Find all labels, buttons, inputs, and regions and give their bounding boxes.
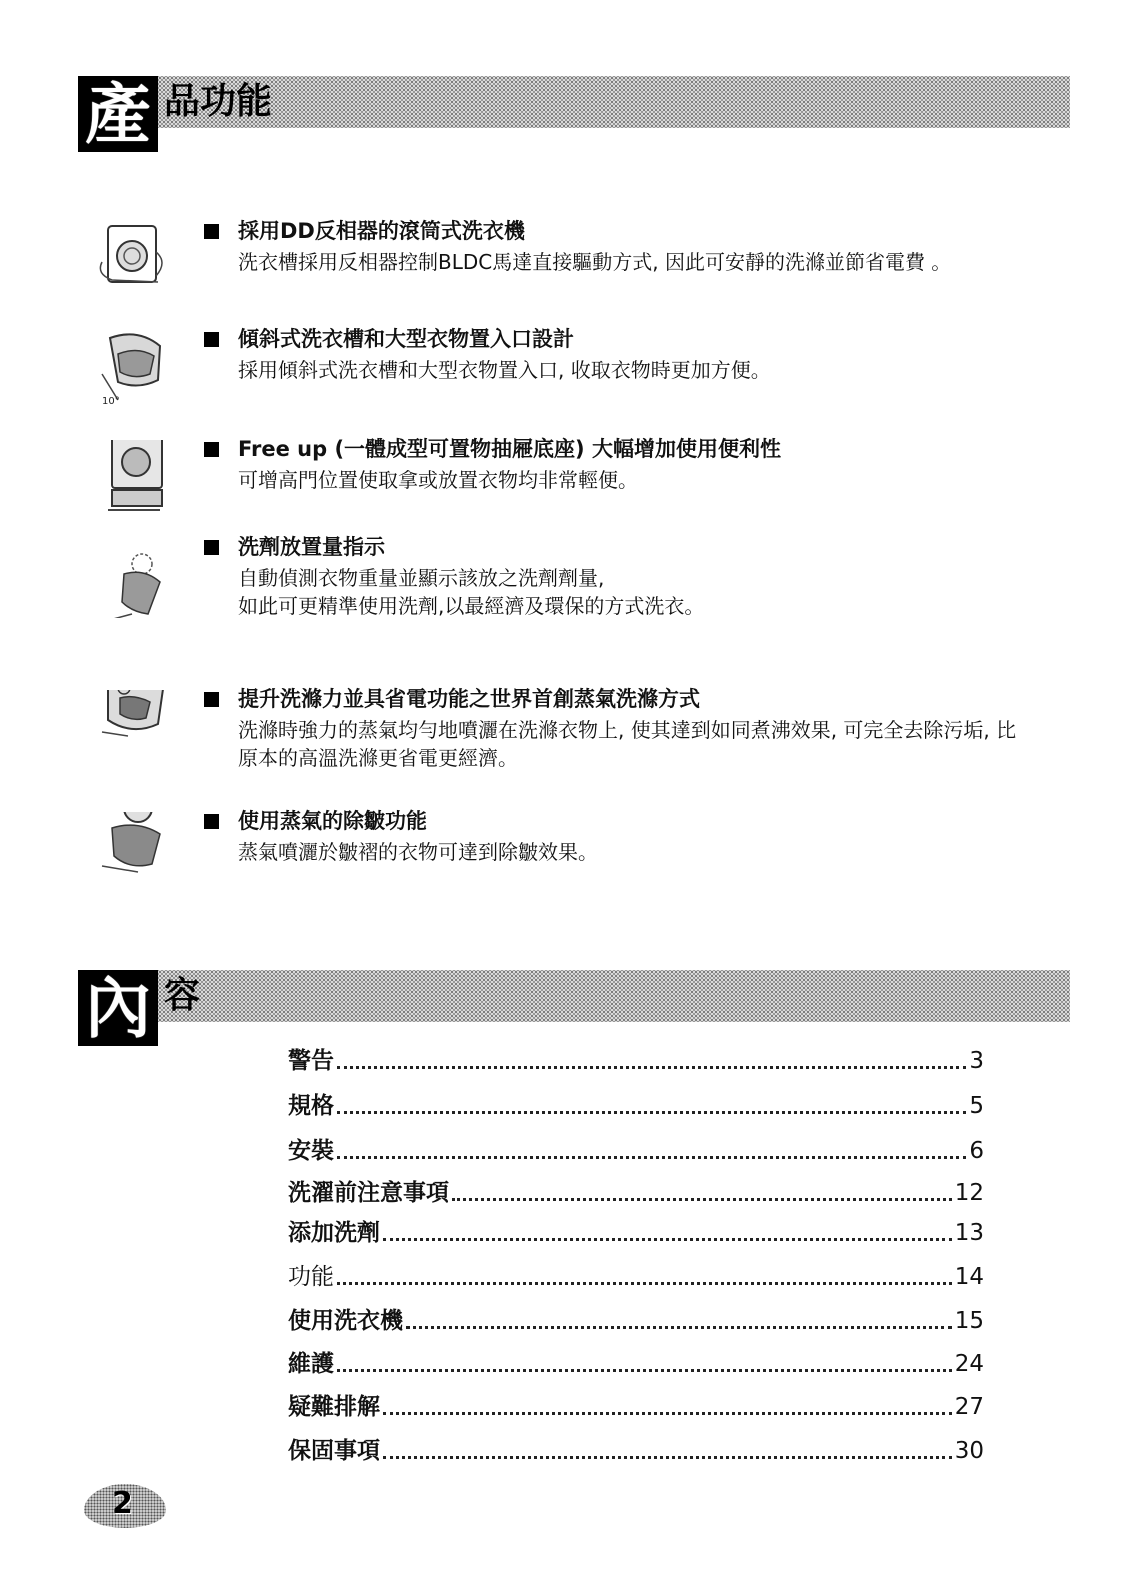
toc-page-number: 6 [969, 1138, 984, 1164]
toc-leader-dots [406, 1326, 952, 1329]
toc-entry[interactable] [288, 1176, 984, 1208]
features-section-header [78, 76, 1070, 236]
toc-entry[interactable] [288, 1216, 984, 1248]
header-pattern-band [78, 970, 1070, 1022]
detergent-dosing-icon [98, 538, 174, 618]
feature-title: 傾斜式洗衣槽和大型衣物置入口設計 [238, 327, 574, 351]
toc-entry[interactable] [288, 1260, 984, 1292]
toc-label: 使用洗衣機 [288, 1308, 403, 1334]
toc-page-number: 13 [954, 1220, 984, 1246]
feature-title: 使用蒸氣的除皺功能 [238, 809, 427, 833]
toc-leader-dots [337, 1066, 966, 1069]
toc-leader-dots [452, 1198, 952, 1201]
bullet-square [204, 332, 219, 347]
toc-entry[interactable] [288, 1390, 984, 1422]
toc-leader-dots [383, 1238, 952, 1241]
toc-label: 安裝 [288, 1138, 334, 1164]
toc-page-number: 14 [954, 1264, 984, 1290]
section-title-initial: 內 [78, 970, 158, 1046]
section-title-rest: 品功能 [164, 81, 273, 122]
bullet-square [204, 540, 219, 555]
page-number-badge [84, 1484, 166, 1528]
feature-title: Free up (一體成型可置物抽屜底座) 大幅增加使用便利性 [238, 437, 781, 461]
toc-page-number: 24 [954, 1351, 984, 1377]
feature-description: 洗滌時強力的蒸氣均勻地噴灑在洗滌衣物上, 使其達到如同煮沸效果, 可完全去除污垢, 比原本的高溫洗滌更省電更經濟。 [238, 718, 1017, 770]
feature-description: 採用傾斜式洗衣槽和大型衣物置入口, 收取衣物時更加方便。 [238, 358, 771, 382]
feature-title: 洗劑放置量指示 [238, 535, 385, 559]
washer-with-drawer-icon [98, 440, 174, 520]
toc-label: 維護 [288, 1351, 334, 1377]
toc-label: 洗濯前注意事項 [288, 1180, 449, 1206]
feature-description: 可增高門位置使取拿或放置衣物均非常輕便。 [238, 468, 638, 492]
toc-entry[interactable] [288, 1044, 984, 1076]
toc-label: 警告 [288, 1048, 334, 1074]
page-number: 2 [112, 1486, 133, 1521]
toc-leader-dots [337, 1111, 966, 1114]
toc-entry[interactable] [288, 1134, 984, 1166]
bullet-square [204, 224, 219, 239]
toc-label: 保固事項 [288, 1438, 380, 1464]
toc-leader-dots [383, 1456, 952, 1459]
toc-page-number: 15 [954, 1308, 984, 1334]
feature-description: 蒸氣噴灑於皺褶的衣物可達到除皺效果。 [238, 840, 598, 864]
toc-leader-dots [383, 1412, 952, 1415]
toc-entry[interactable] [288, 1304, 984, 1336]
steam-dewrinkle-icon [98, 812, 174, 892]
feature-description: 自動偵測衣物重量並顯示該放之洗劑劑量, 如此可更精準使用洗劑,以最經濟及環保的方式洗衣。 [238, 566, 705, 618]
front-loader-washer-icon [98, 222, 174, 302]
steam-wash-icon [98, 690, 174, 770]
toc-leader-dots [337, 1156, 966, 1159]
tilted-drum-icon [98, 330, 174, 410]
toc-entry[interactable] [288, 1089, 984, 1121]
toc-page-number: 5 [969, 1093, 984, 1119]
toc-label: 添加洗劑 [288, 1220, 380, 1246]
toc-label: 疑難排解 [288, 1394, 380, 1420]
toc-entry[interactable] [288, 1347, 984, 1379]
toc-label: 功能 [288, 1264, 334, 1290]
bullet-square [204, 442, 219, 457]
toc-page-number: 30 [954, 1438, 984, 1464]
toc-page-number: 12 [954, 1180, 984, 1206]
feature-title: 提升洗滌力並具省電功能之世界首創蒸氣洗滌方式 [238, 687, 700, 711]
section-title-initial: 產 [78, 76, 158, 152]
toc-page-number: 27 [954, 1394, 984, 1420]
svg-text:10°: 10° [102, 396, 120, 407]
toc-entry[interactable] [288, 1434, 984, 1466]
toc-label: 規格 [288, 1093, 334, 1119]
toc-leader-dots [337, 1369, 952, 1372]
bullet-square [204, 692, 219, 707]
feature-title: 採用DD反相器的滾筒式洗衣機 [238, 219, 525, 243]
feature-description: 洗衣槽採用反相器控制BLDC馬達直接驅動方式, 因此可安靜的洗滌並節省電費 。 [238, 250, 952, 274]
toc-page-number: 3 [969, 1048, 984, 1074]
section-title-rest: 容 [164, 975, 201, 1016]
bullet-square [204, 814, 219, 829]
toc-leader-dots [337, 1282, 952, 1285]
